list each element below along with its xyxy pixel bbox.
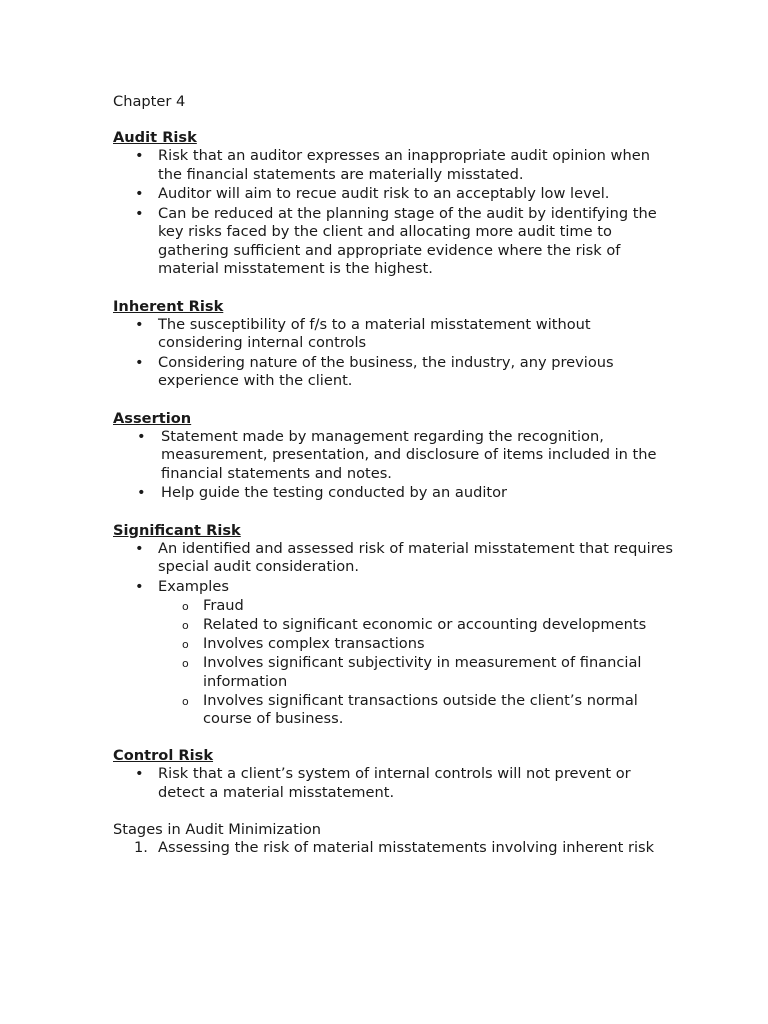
sub-bullet-item: o Fraud	[113, 597, 673, 616]
item-text: Assessing the risk of material misstatements involving inherent risk	[158, 839, 655, 856]
bullet-list	[113, 540, 673, 597]
section-inherent-risk	[113, 297, 673, 391]
section-significant-risk	[113, 521, 673, 729]
bullet-item: • Auditor will aim to recue audit risk to an acceptably low level.	[113, 185, 673, 204]
bullet-item: • Examples	[113, 578, 673, 597]
bullet-list	[113, 765, 673, 802]
bullet-item: • An identified and assessed risk of material misstatement that requires special audit consideration.	[113, 540, 673, 577]
bullet-list	[113, 316, 673, 391]
section-heading-inherent-risk: Inherent Risk	[113, 297, 224, 315]
sub-bullet-item: o Involves significant transactions outside the client’s normal course of business.	[113, 692, 673, 729]
bullet-item: • Risk that an auditor expresses an inappropriate audit opinion when the financial statements are materially misstated.	[113, 147, 673, 184]
sub-bullet-item: o Related to significant economic or accounting developments	[113, 616, 673, 635]
section-heading-control-risk: Control Risk	[113, 747, 214, 764]
section-control-risk	[113, 746, 673, 802]
bullet-item: • Considering nature of the business, the industry, any previous experience with the client.	[113, 354, 673, 391]
bullet-list	[113, 428, 673, 503]
numbered-list	[113, 839, 673, 858]
bullet-item: • Can be reduced at the planning stage of the audit by identifying the key risks faced by the client and allocating more audit time to gathering sufficient and appropriate evidence where the risk of material misstatement is the highest.	[113, 205, 673, 279]
bullet-list	[113, 147, 673, 279]
section-heading-assertion: Assertion	[113, 409, 192, 427]
bullet-item: • Help guide the testing conducted by an auditor	[113, 484, 673, 503]
item-number: 1.	[134, 839, 148, 856]
chapter-title: Chapter 4	[113, 93, 186, 110]
section-heading-significant-risk: Significant Risk	[113, 521, 241, 539]
bullet-item: • Risk that a client’s system of internal controls will not prevent or detect a material misstatement.	[113, 765, 673, 802]
sub-bullet-item: o Involves significant subjectivity in measurement of financial information	[113, 654, 673, 691]
section-heading-audit-risk: Audit Risk	[113, 129, 197, 146]
bullet-item: • Statement made by management regarding the recognition, measurement, presentation, and disclosure of items included in the financial statements and notes.	[113, 428, 673, 484]
section-assertion	[113, 409, 673, 503]
bullet-item: • The susceptibility of f/s to a material misstatement without considering internal controls	[113, 316, 673, 353]
stages-title: Stages in Audit Minimization	[113, 821, 322, 838]
sub-bullet-item: o Involves complex transactions	[113, 635, 673, 654]
document-page	[113, 92, 673, 858]
sub-bullet-list	[113, 597, 673, 729]
section-audit-risk	[113, 128, 673, 279]
section-stages	[113, 820, 673, 858]
numbered-item	[113, 839, 673, 858]
